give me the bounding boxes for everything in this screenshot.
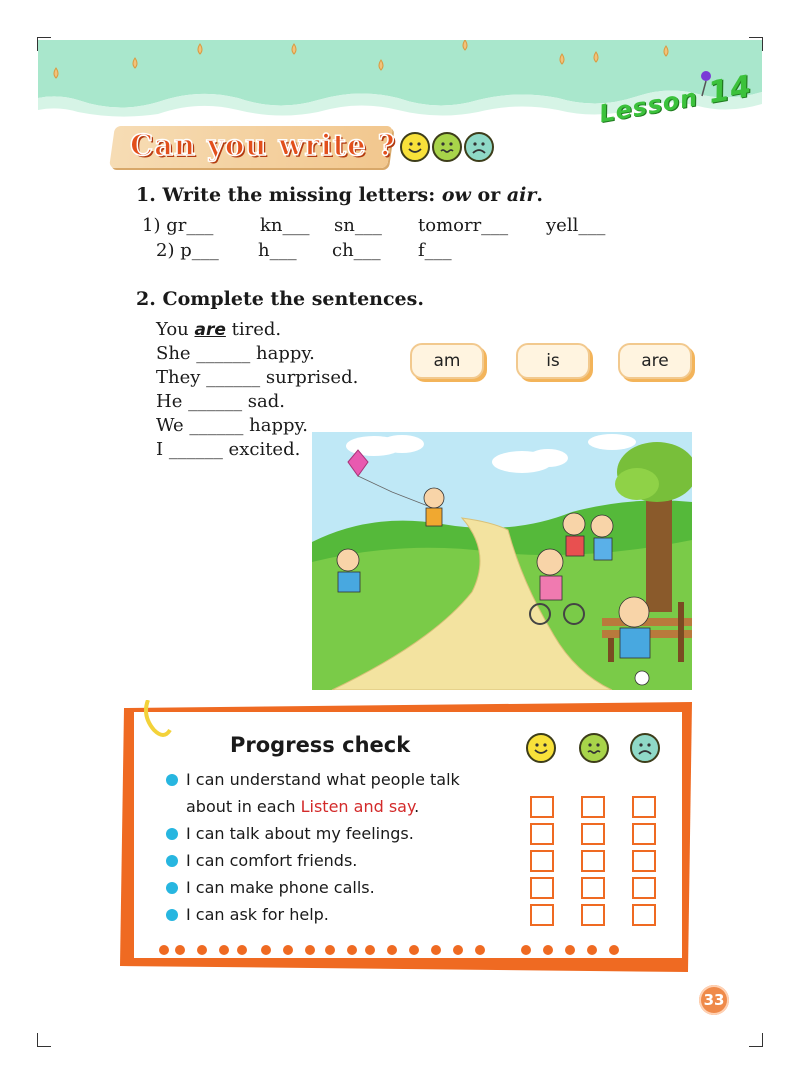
page-number: 33 bbox=[699, 985, 729, 1015]
neutral-face-icon bbox=[579, 733, 609, 763]
word-bank-am: am bbox=[410, 343, 484, 379]
heading-period: . bbox=[536, 184, 543, 206]
lesson-word: Lesson bbox=[597, 83, 701, 129]
progress-item-4 bbox=[166, 878, 375, 897]
word-blank: sn___ bbox=[334, 215, 382, 236]
checkbox-sad-3[interactable] bbox=[632, 850, 656, 872]
exercise-1-heading-text: 1. Write the missing letters: bbox=[136, 184, 442, 206]
progress-check-title: Progress check bbox=[230, 733, 411, 757]
word-blank: ch___ bbox=[332, 240, 381, 261]
example-after: tired. bbox=[225, 319, 282, 340]
word-blank: tomorr___ bbox=[418, 215, 509, 236]
checkbox-happy-2[interactable] bbox=[530, 823, 554, 845]
word-blank: 1) gr___ bbox=[142, 215, 214, 236]
example-answer: are bbox=[194, 320, 226, 340]
bullet-icon bbox=[166, 774, 178, 786]
section-title: Can you write ? bbox=[130, 128, 396, 162]
exercise-2-heading: 2. Complete the sentences. bbox=[136, 288, 424, 310]
progress-item-1 bbox=[166, 770, 460, 789]
crop-mark-bottom-right bbox=[749, 1033, 763, 1047]
example-sentence bbox=[156, 319, 281, 340]
checkbox-neutral-3[interactable] bbox=[581, 850, 605, 872]
progress-item-1-line-1: I can understand what people talk bbox=[186, 770, 460, 789]
happy-face-icon bbox=[400, 132, 430, 162]
word-blank: f___ bbox=[418, 240, 452, 261]
checkbox-sad-4[interactable] bbox=[632, 877, 656, 899]
word-blank: h___ bbox=[258, 240, 297, 261]
example-before: You bbox=[156, 319, 195, 340]
park-illustration bbox=[312, 432, 692, 690]
sentence-1: She ______ happy. bbox=[156, 343, 315, 364]
sentence-3: He ______ sad. bbox=[156, 391, 286, 412]
word-blank: 2) p___ bbox=[156, 240, 219, 261]
progress-item-5-text: I can ask for help. bbox=[186, 905, 329, 924]
progress-item-1-line-2: about in each bbox=[186, 797, 301, 816]
word-bank-is: is bbox=[516, 343, 590, 379]
checkbox-happy-4[interactable] bbox=[530, 877, 554, 899]
checkbox-neutral-1[interactable] bbox=[581, 796, 605, 818]
checkbox-sad-1[interactable] bbox=[632, 796, 656, 818]
ow-label: ow bbox=[441, 184, 471, 206]
sad-face-icon bbox=[464, 132, 494, 162]
checkbox-sad-2[interactable] bbox=[632, 823, 656, 845]
exercise-1-heading bbox=[136, 184, 543, 206]
word-blank: yell___ bbox=[546, 215, 606, 236]
bullet-icon bbox=[166, 828, 178, 840]
progress-item-1-period: . bbox=[414, 797, 420, 816]
progress-item-4-text: I can make phone calls. bbox=[186, 878, 375, 897]
checkbox-sad-5[interactable] bbox=[632, 904, 656, 926]
sentence-4: We ______ happy. bbox=[156, 415, 308, 436]
checkbox-neutral-4[interactable] bbox=[581, 877, 605, 899]
progress-item-2 bbox=[166, 824, 414, 843]
or-label: or bbox=[470, 184, 507, 206]
lesson-number: 14 bbox=[705, 68, 755, 111]
checkbox-neutral-5[interactable] bbox=[581, 904, 605, 926]
word-bank-are: are bbox=[618, 343, 692, 379]
checkbox-happy-5[interactable] bbox=[530, 904, 554, 926]
neutral-face-icon bbox=[432, 132, 462, 162]
progress-item-3 bbox=[166, 851, 357, 870]
sentence-5: I ______ excited. bbox=[156, 439, 301, 460]
progress-item-2-text: I can talk about my feelings. bbox=[186, 824, 414, 843]
progress-item-1-continued bbox=[186, 797, 419, 816]
crop-mark-bottom-left bbox=[37, 1033, 51, 1047]
progress-item-5 bbox=[166, 905, 329, 924]
bullet-icon bbox=[166, 909, 178, 921]
checkbox-happy-1[interactable] bbox=[530, 796, 554, 818]
listen-and-say-label: Listen and say bbox=[300, 797, 415, 816]
checkbox-happy-3[interactable] bbox=[530, 850, 554, 872]
progress-item-3-text: I can comfort friends. bbox=[186, 851, 358, 870]
word-blank: kn___ bbox=[260, 215, 310, 236]
sentence-2: They ______ surprised. bbox=[156, 367, 359, 388]
air-label: air bbox=[506, 184, 537, 206]
bullet-icon bbox=[166, 882, 178, 894]
checkbox-neutral-2[interactable] bbox=[581, 823, 605, 845]
happy-face-icon bbox=[526, 733, 556, 763]
bullet-icon bbox=[166, 855, 178, 867]
sad-face-icon bbox=[630, 733, 660, 763]
